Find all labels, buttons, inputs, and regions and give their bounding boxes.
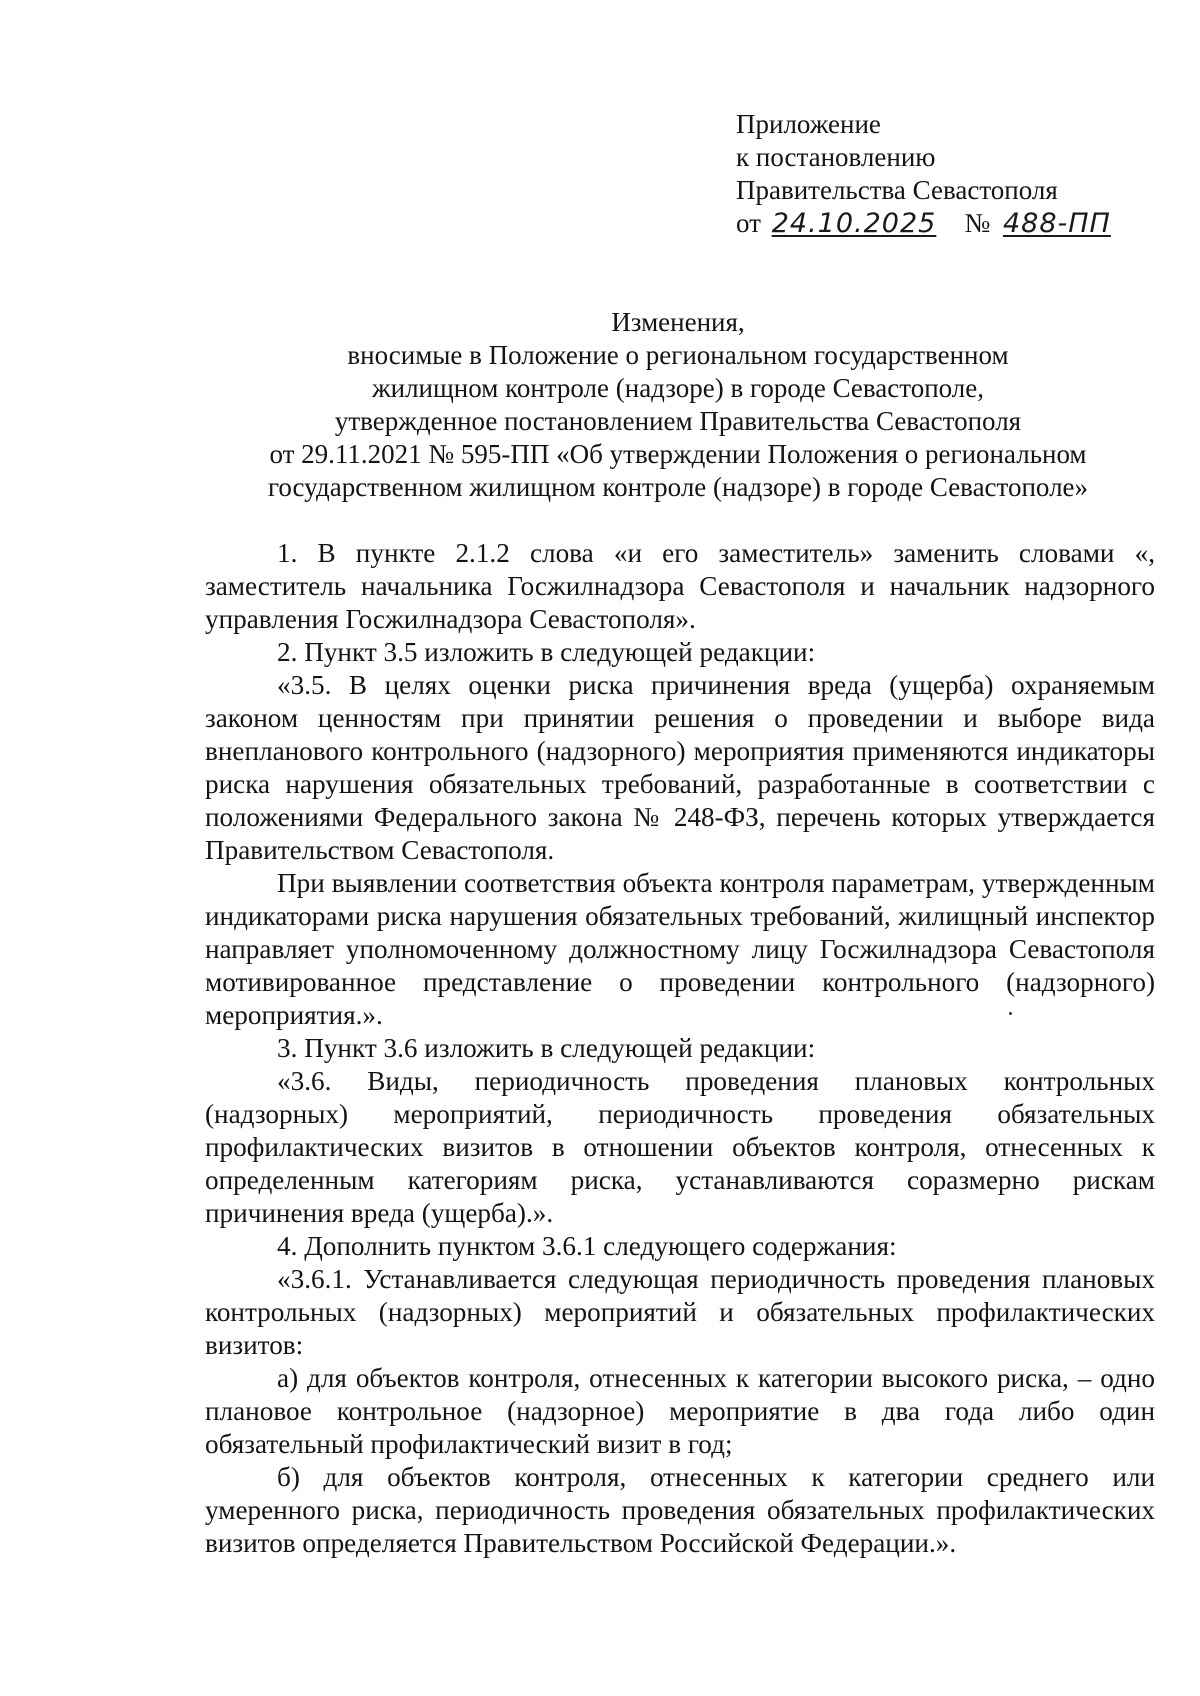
document-title [200, 306, 1156, 504]
scan-speck [1009, 1012, 1012, 1015]
paragraph-4: При выявлении соответствия объекта контроля параметрам, утвержденным индикаторами риска нарушения обязательных требований, жилищный инспектор направляет уполномоченному должностному лицу Госжилнадзора Севастополя мотивированное представление о проведении контрольного (надзорного) мероприятия.». [205, 868, 1155, 1030]
appendix-line-3: Правительства Севастополя [736, 175, 1058, 205]
paragraph-10: б) для объектов контроля, отнесенных к категории среднего или умеренного риска, периодичность проведения обязательных профилактических визитов определяется Правительством Российской Федерации.». [205, 1462, 1155, 1558]
paragraph-5: 3. Пункт 3.6 изложить в следующей редакции: [277, 1033, 816, 1063]
document-body [205, 537, 1155, 1560]
number-prefix: № [964, 208, 991, 238]
paragraph-1: 1. В пункте 2.1.2 слова «и его заместитель» заменить словами «, заместитель начальника Госжилнадзора Севастополя и начальник надзорного управления Госжилнадзора Севастополя». [205, 538, 1155, 634]
title-line-6: государственном жилищном контроле (надзоре) в городе Севастополе» [267, 472, 1089, 502]
appendix-line-2: к постановлению [736, 142, 936, 172]
appendix-line-1: Приложение [736, 109, 881, 139]
title-line-1: Изменения, [611, 307, 745, 337]
appendix-date-line [736, 207, 1156, 240]
paragraph-3: «3.5. В целях оценки риска причинения вреда (ущерба) охраняемым законом ценностям при принятии решения о проведении и выборе вида внепланового контрольного (надзорного) мероприятия применяются индикаторы риска нарушения обязательных требований, разработанные в соответствии с положениями Федерального закона № 248-ФЗ, перечень которых утверждается Правительством Севастополя. [205, 670, 1155, 865]
paragraph-2: 2. Пункт 3.5 изложить в следующей редакции: [277, 637, 816, 667]
title-line-3: жилищном контроле (надзоре) в городе Севастополе, [371, 373, 984, 403]
paragraph-9: а) для объектов контроля, отнесенных к категории высокого риска, – одно плановое контрольное (надзорное) мероприятие в два года либо один обязательный профилактический визит в год; [205, 1363, 1155, 1459]
appendix-header [736, 108, 1156, 240]
handwritten-date: 24.10.2025 [771, 208, 937, 239]
title-line-5: от 29.11.2021 № 595-ПП «Об утверждении Положения о региональном [269, 439, 1087, 469]
title-line-2: вносимые в Положение о региональном государственном [347, 340, 1009, 370]
paragraph-8: «3.6.1. Устанавливается следующая периодичность проведения плановых контрольных (надзорных) мероприятий и обязательных профилактических визитов: [205, 1264, 1155, 1360]
paragraph-6: «3.6. Виды, периодичность проведения плановых контрольных (надзорных) мероприятий, периодичность проведения обязательных профилактических визитов в отношении объектов контроля, отнесенных к определенным категориям риска, устанавливаются соразмерно рискам причинения вреда (ущерба).». [205, 1066, 1155, 1228]
handwritten-number: 488-ПП [1002, 208, 1111, 239]
paragraph-7: 4. Дополнить пунктом 3.6.1 следующего содержания: [277, 1231, 897, 1261]
title-line-4: утвержденное постановлением Правительства Севастополя [334, 406, 1022, 436]
date-prefix: от [736, 208, 761, 238]
